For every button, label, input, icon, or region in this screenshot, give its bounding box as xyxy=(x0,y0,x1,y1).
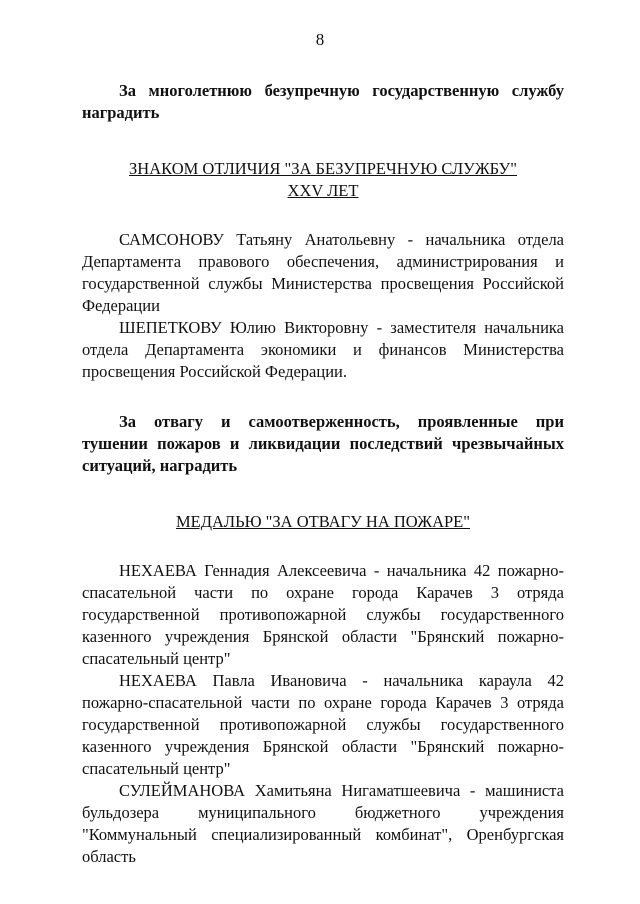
document-body xyxy=(82,80,564,868)
section-heading: За многолетнюю безупречную государственную службу наградить xyxy=(82,81,564,122)
awardee-entry: НЕХАЕВА Павла Ивановича - начальника караула 42 пожарно-спасательной части по охране города Карачев 3 отряда государственной противопожарной службы государственного казенного учреждения Брянской области "Брянский пожарно-спасательный центр" xyxy=(82,671,564,778)
section-heading: За отвагу и самоотверженность, проявленные при тушении пожаров и ликвидации последствий чрезвычайных ситуаций, наградить xyxy=(82,412,564,475)
awardee-entry: ШЕПЕТКОВУ Юлию Викторовну - заместителя начальника отдела Департамента экономики и финансов Министерства просвещения Российской Федерации. xyxy=(82,318,564,381)
awardee-entry: НЕХАЕВА Геннадия Алексеевича - начальника 42 пожарно-спасательной части по охране города Карачев 3 отряда государственной противопожарной службы государственного казенного учреждения Брянской области "Брянский пожарно-спасательный центр" xyxy=(82,561,564,668)
awardee-entry: СУЛЕЙМАНОВА Хамитьяна Нигаматшеевича - машиниста бульдозера муниципального бюджетного учреждения "Коммунальный специализированный комбинат", Оренбургская область xyxy=(82,781,564,866)
award-title-years: XXV ЛЕТ xyxy=(287,181,359,200)
page-number: 8 xyxy=(315,30,325,49)
awardee-entry: САМСОНОВУ Татьяну Анатольевну - начальника отдела Департамента правового обеспечения, администрирования и государственной службы Министерства просвещения Российской Федерации xyxy=(82,230,564,315)
award-title: МЕДАЛЬЮ "ЗА ОТВАГУ НА ПОЖАРЕ" xyxy=(175,512,470,531)
award-title: ЗНАКОМ ОТЛИЧИЯ "ЗА БЕЗУПРЕЧНУЮ СЛУЖБУ" xyxy=(129,159,517,178)
